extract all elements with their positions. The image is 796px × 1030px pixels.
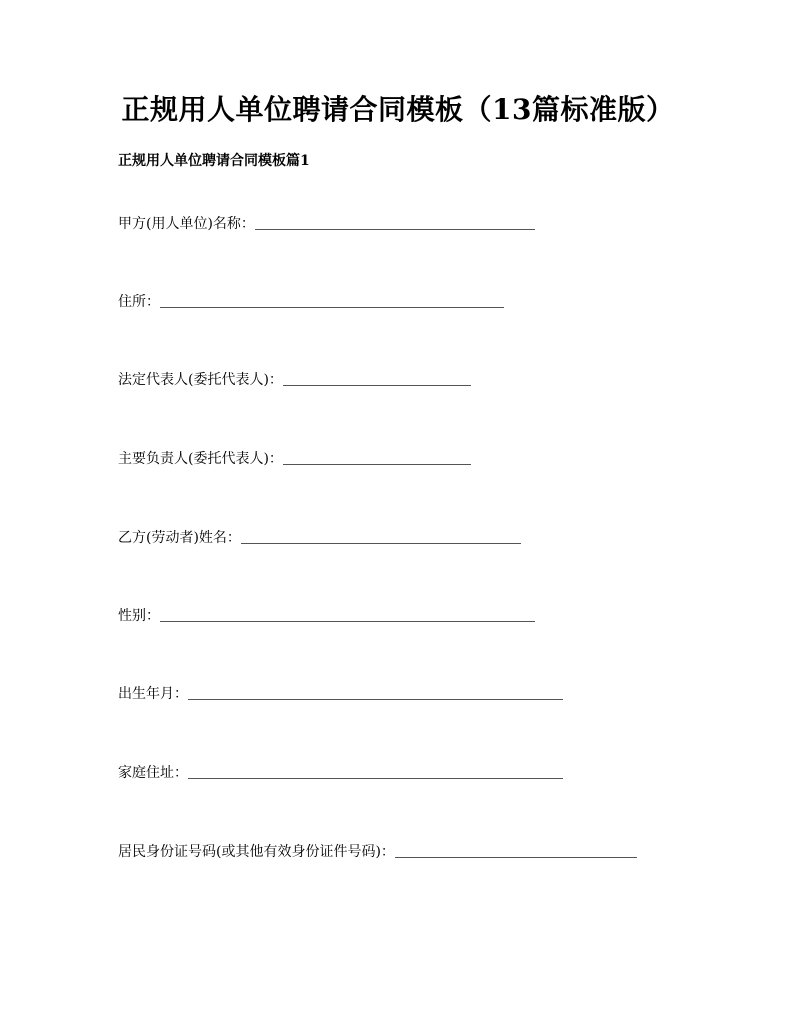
field-label: 居民身份证号码(或其他有效身份证件号码)：: [118, 844, 395, 860]
field-label: 甲方(用人单位)名称：: [118, 216, 255, 232]
field-birth-date: [118, 683, 563, 703]
fill-in-line[interactable]: [188, 777, 563, 779]
field-label: 乙方(劳动者)姓名：: [118, 530, 241, 546]
fill-in-line[interactable]: [255, 228, 535, 230]
field-label: 住所：: [118, 294, 160, 310]
field-home-address: [118, 762, 563, 782]
fill-in-line[interactable]: [395, 856, 637, 858]
field-legal-representative: [118, 369, 471, 389]
field-label: 性别：: [118, 608, 160, 624]
field-party-a-name: [118, 213, 535, 233]
field-address: [118, 291, 504, 311]
field-label: 家庭住址：: [118, 765, 188, 781]
field-principal-responsible: [118, 448, 471, 468]
fill-in-line[interactable]: [283, 463, 471, 465]
fill-in-line[interactable]: [160, 620, 535, 622]
fill-in-line[interactable]: [241, 542, 521, 544]
field-party-b-name: [118, 527, 521, 547]
field-label: 出生年月：: [118, 686, 188, 702]
field-label: 法定代表人(委托代表人)：: [118, 372, 283, 388]
document-title: 正规用人单位聘请合同模板（13篇标准版）: [121, 93, 675, 126]
field-id-number: [118, 841, 637, 861]
section-heading: 正规用人单位聘请合同模板篇1: [118, 153, 310, 169]
field-gender: [118, 605, 535, 625]
fill-in-line[interactable]: [283, 384, 471, 386]
fill-in-line[interactable]: [188, 698, 563, 700]
field-label: 主要负责人(委托代表人)：: [118, 451, 283, 467]
fill-in-line[interactable]: [160, 306, 504, 308]
